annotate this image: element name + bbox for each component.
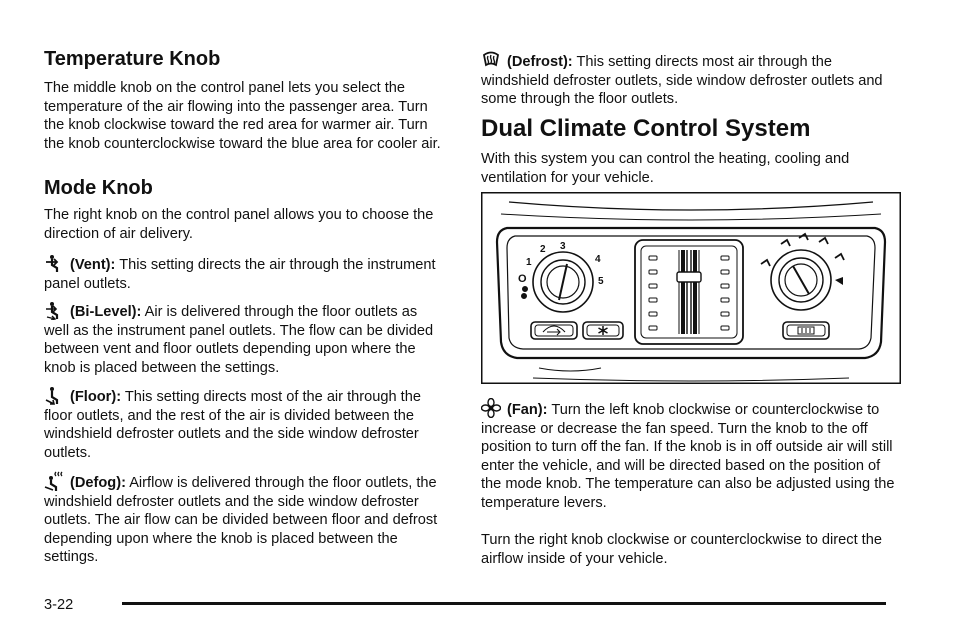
dual-climate-paragraph: With this system you can control the heating, cooling and ventilation for your vehicle. xyxy=(481,151,850,186)
fan-icon xyxy=(481,398,501,418)
defrost-paragraph xyxy=(481,50,901,109)
bilevel-text: Air is delivered through the floor outlets as well as the instrument panel outlets. The flow can be divided between vent and floor outlets depending upon where the knob is placed between the settings. xyxy=(44,304,434,376)
floor-text: This setting directs most of the air through the floor outlets, and the rest of the air is divided between the windshield defroster outlets and the side window defroster outlets. xyxy=(44,389,421,461)
mode-knob-paragraph: The right knob on the control panel allows you to choose the direction of air delivery. xyxy=(44,207,434,242)
floor-label: (Floor): xyxy=(70,389,122,405)
fan-text: Turn the left knob clockwise or counterclockwise to increase or decrease the fan speed. Turn the knob to the off position to turn off the fan. If the knob is in off outside air will still enter the vehicle, and will be directed based on the position of the mode knob. The temperature can also be adjusted using the temperature levers. xyxy=(481,402,895,511)
fan-label: (Fan): xyxy=(507,402,548,418)
dual-climate-heading: Dual Climate Control System xyxy=(481,115,811,142)
page-number: 3-22 xyxy=(44,597,74,613)
vent-mode-icon xyxy=(44,253,64,273)
temperature-knob-paragraph: The middle knob on the control panel lets you select the temperature of the air flowing into the passenger area. Turn the knob clockwise toward the red area for warmer air. Turn the knob counterclockwise toward the blue area for cooler air. xyxy=(44,80,441,152)
footer-rule xyxy=(122,602,886,605)
fan-mark-2: 2 xyxy=(540,244,546,255)
fan-mark-3: 3 xyxy=(560,241,566,252)
floor-paragraph xyxy=(44,385,444,462)
bilevel-mode-icon xyxy=(44,300,64,320)
mode-knob-heading: Mode Knob xyxy=(44,177,153,199)
defog-label: (Defog): xyxy=(70,475,126,491)
defog-mode-icon xyxy=(44,471,64,491)
vent-paragraph xyxy=(44,253,444,293)
fan-mark-1: 1 xyxy=(526,257,532,268)
defog-paragraph xyxy=(44,471,444,567)
bilevel-paragraph xyxy=(44,300,444,377)
defrost-icon xyxy=(481,50,501,70)
defrost-text: This setting directs most air through the windshield defroster outlets, side window defroster outlets and some through the floor outlets. xyxy=(481,54,883,108)
vent-text: This setting directs the air through the instrument panel outlets. xyxy=(44,257,436,292)
floor-mode-icon xyxy=(44,385,64,405)
defog-text: Airflow is delivered through the floor outlets, the windshield defroster outlets and the side window defroster outlets. The air flow can be divided between floor and defrost depending upon where the knob is placed between the settings. xyxy=(44,475,438,566)
climate-control-panel-illustration xyxy=(481,192,901,384)
fan-mark-4: 4 xyxy=(595,254,601,265)
bilevel-label: (Bi-Level): xyxy=(70,304,142,320)
temperature-knob-heading: Temperature Knob xyxy=(44,48,221,70)
fan-mark-off: O xyxy=(518,273,527,285)
fan-paragraph xyxy=(481,398,901,513)
defrost-label: (Defrost): xyxy=(507,54,573,70)
turn-knob-paragraph: Turn the right knob clockwise or counterclockwise to direct the airflow inside of your vehicle. xyxy=(481,532,882,567)
vent-label: (Vent): xyxy=(70,257,116,273)
fan-mark-5: 5 xyxy=(598,276,604,287)
